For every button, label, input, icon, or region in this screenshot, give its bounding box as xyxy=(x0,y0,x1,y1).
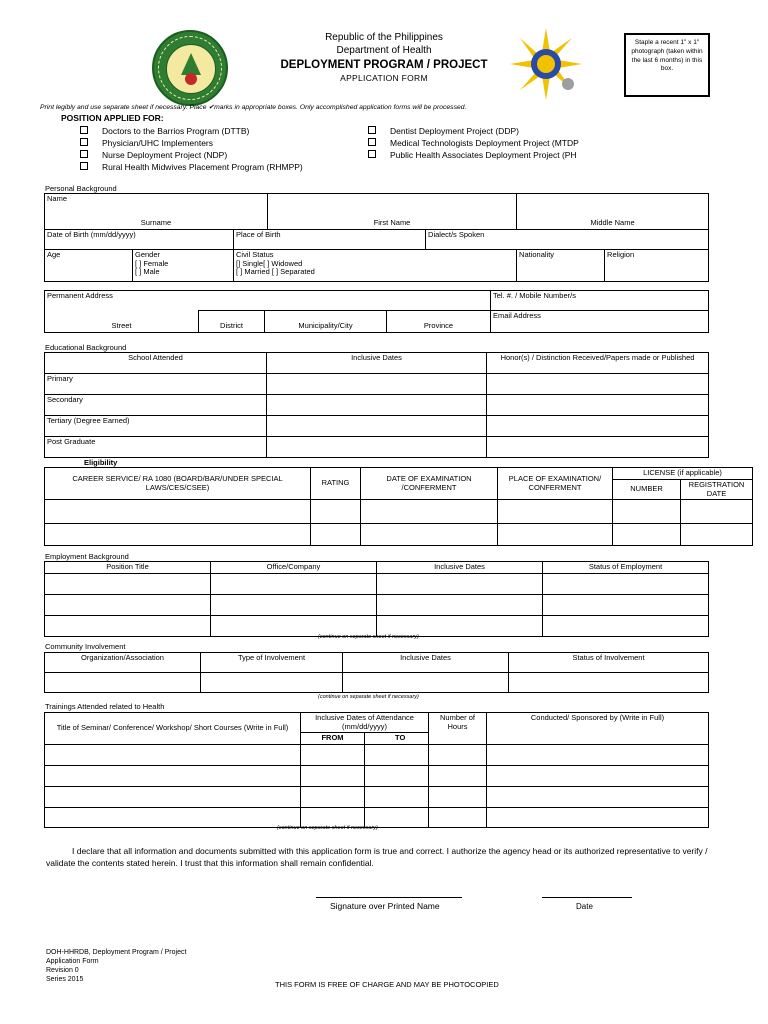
signature-line[interactable] xyxy=(316,897,462,898)
checkbox-icon[interactable] xyxy=(80,138,88,146)
training-cell[interactable] xyxy=(45,807,301,827)
number-header: NUMBER xyxy=(613,480,681,500)
option-rhmpp[interactable]: Rural Health Midwives Placement Program (RHMPP) xyxy=(80,162,303,172)
eligibility-table xyxy=(44,467,753,546)
option-ddp[interactable]: Dentist Deployment Project (DDP) xyxy=(368,126,519,136)
license-header: LICENSE (if applicable) xyxy=(613,468,753,480)
education-cell[interactable] xyxy=(487,374,709,395)
age-field[interactable]: Age xyxy=(45,250,133,282)
education-row[interactable]: Primary xyxy=(45,374,267,395)
form-subtitle: APPLICATION FORM xyxy=(340,73,428,83)
employment-cell[interactable] xyxy=(45,594,211,615)
reg-date-header: REGISTRATION DATE xyxy=(681,480,753,500)
district-field[interactable]: District xyxy=(199,311,265,333)
community-cell[interactable] xyxy=(509,673,709,693)
checkbox-icon[interactable] xyxy=(80,126,88,134)
attendance-dates-header: Inclusive Dates of Attendance (mm/dd/yyyy) xyxy=(301,713,429,733)
community-heading: Community Involvement xyxy=(45,642,126,651)
organization-header: Organization/Association xyxy=(45,653,201,673)
first-name-field[interactable]: First Name xyxy=(268,194,517,230)
option-mtdp[interactable]: Medical Technologists Deployment Project (MTDP xyxy=(368,138,594,148)
checkbox-icon[interactable] xyxy=(80,162,88,170)
eligibility-cell[interactable] xyxy=(311,500,361,524)
employment-cell[interactable] xyxy=(543,573,709,594)
employment-cell[interactable] xyxy=(211,594,377,615)
place-exam-header: PLACE OF EXAMINATION/ CONFERMENT xyxy=(498,468,613,500)
education-heading: Educational Background xyxy=(45,343,127,352)
option-ndp[interactable]: Nurse Deployment Project (NDP) xyxy=(80,150,227,160)
name-field[interactable]: Name Surname xyxy=(45,194,268,230)
inclusive-dates-header: Inclusive Dates xyxy=(377,562,543,574)
personal-heading: Personal Background xyxy=(45,184,117,193)
option-phadp[interactable]: Public Health Associates Deployment Project (PH xyxy=(368,150,594,160)
training-cell[interactable] xyxy=(301,744,365,765)
training-cell[interactable] xyxy=(487,744,709,765)
eligibility-cell[interactable] xyxy=(45,524,311,546)
footer-info: DOH-HHRDB, Deployment Program / Project Application Form Revision 0 Series 2015 xyxy=(46,949,187,984)
sun-logo xyxy=(508,26,584,102)
from-header: FROM xyxy=(301,733,365,745)
training-cell[interactable] xyxy=(429,786,487,807)
education-row[interactable]: Post Graduate xyxy=(45,437,267,458)
position-title-header: Position Title xyxy=(45,562,211,574)
civil-status-field[interactable]: Civil Status [] Single[ ] Widowed [ ] Married [ ] Separated xyxy=(234,250,517,282)
email-field[interactable]: Email Address xyxy=(491,311,709,333)
eligibility-cell[interactable] xyxy=(45,500,311,524)
employment-cell[interactable] xyxy=(377,594,543,615)
type-involvement-header: Type of Involvement xyxy=(201,653,343,673)
employment-cell[interactable] xyxy=(543,615,709,636)
community-cell[interactable] xyxy=(343,673,509,693)
trainings-note: (continue on separate sheet if necessary) xyxy=(277,825,378,831)
checkbox-icon[interactable] xyxy=(368,150,376,158)
to-header: TO xyxy=(365,733,429,745)
date-line[interactable] xyxy=(542,897,632,898)
eligibility-cell[interactable] xyxy=(498,500,613,524)
training-cell[interactable] xyxy=(45,786,301,807)
photo-box[interactable]: Staple a recent 1" x 1" photograph (taken within the last 6 months) in this box. xyxy=(624,33,710,97)
education-row[interactable]: Tertiary (Degree Earned) xyxy=(45,416,267,437)
training-cell[interactable] xyxy=(301,786,365,807)
dialect-field[interactable]: Dialect/s Spoken xyxy=(426,230,709,250)
training-cell[interactable] xyxy=(487,765,709,786)
training-cell[interactable] xyxy=(301,765,365,786)
permanent-address-label: Permanent Address xyxy=(45,291,491,311)
office-header: Office/Company xyxy=(211,562,377,574)
hours-header: Number of Hours xyxy=(429,713,487,745)
training-cell[interactable] xyxy=(45,765,301,786)
header-republic: Republic of the Philippines xyxy=(325,32,443,43)
declaration-text: I declare that all information and documents submitted with this application form is true and correct. I authorize the agency head or its authorized representative to verify / validate the contents stated herein. I trust that this information shall remain confidential. xyxy=(46,846,708,869)
training-cell[interactable] xyxy=(365,765,429,786)
school-header: School Attended xyxy=(45,353,267,374)
education-table xyxy=(44,352,709,458)
employment-note: (continue on separate sheet if necessary) xyxy=(318,634,419,640)
training-cell[interactable] xyxy=(365,744,429,765)
option-physician[interactable]: Physician/UHC Implementers xyxy=(80,138,213,148)
education-cell[interactable] xyxy=(267,374,487,395)
employment-cell[interactable] xyxy=(45,573,211,594)
signature-label: Signature over Printed Name xyxy=(330,901,440,911)
employment-table xyxy=(44,561,709,637)
community-cell[interactable] xyxy=(45,673,201,693)
status-involvement-header: Status of Involvement xyxy=(509,653,709,673)
education-cell[interactable] xyxy=(267,395,487,416)
eligibility-cell[interactable] xyxy=(613,500,681,524)
checkbox-icon[interactable] xyxy=(80,150,88,158)
sponsor-header: Conducted/ Sponsored by (Write in Full) xyxy=(487,713,709,745)
middle-name-field[interactable]: Middle Name xyxy=(517,194,709,230)
tel-field[interactable]: Tel. #. / Mobile Number/s xyxy=(491,291,709,311)
employment-cell[interactable] xyxy=(377,615,543,636)
seminar-title-header: Title of Seminar/ Conference/ Workshop/ Short Courses (Write in Full) xyxy=(45,713,301,745)
street-field[interactable]: Street xyxy=(45,311,199,333)
honors-header: Honor(s) / Distinction Received/Papers made or Published xyxy=(487,353,709,374)
form-title: DEPLOYMENT PROGRAM / PROJECT xyxy=(280,59,488,71)
dob-field[interactable]: Date of Birth (mm/dd/yyyy) xyxy=(45,230,234,250)
training-cell[interactable] xyxy=(429,765,487,786)
eligibility-cell[interactable] xyxy=(681,524,753,546)
training-cell[interactable] xyxy=(45,744,301,765)
date-exam-header: DATE OF EXAMINATION /CONFERMENT xyxy=(361,468,498,500)
dates-header: Inclusive Dates xyxy=(267,353,487,374)
education-cell[interactable] xyxy=(267,416,487,437)
header-department: Department of Health xyxy=(336,45,432,56)
personal-table xyxy=(44,193,709,282)
community-cell[interactable] xyxy=(201,673,343,693)
training-cell[interactable] xyxy=(429,744,487,765)
training-cell[interactable] xyxy=(487,807,709,827)
training-cell[interactable] xyxy=(429,807,487,827)
option-dttb[interactable]: Doctors to the Barrios Program (DTTB) xyxy=(80,126,249,136)
eligibility-cell[interactable] xyxy=(681,500,753,524)
pob-field[interactable]: Place of Birth xyxy=(234,230,426,250)
education-cell[interactable] xyxy=(487,416,709,437)
career-service-header: CAREER SERVICE/ RA 1080 (BOARD/BAR/UNDER SPECIAL LAWS/CES/CSEE) xyxy=(45,468,311,500)
community-table xyxy=(44,652,709,693)
training-cell[interactable] xyxy=(487,786,709,807)
position-heading: POSITION APPLIED FOR: xyxy=(61,113,164,123)
address-table xyxy=(44,290,709,333)
employment-cell[interactable] xyxy=(211,615,377,636)
status-employment-header: Status of Employment xyxy=(543,562,709,574)
rating-header: RATING xyxy=(311,468,361,500)
date-label: Date xyxy=(576,902,593,911)
employment-cell[interactable] xyxy=(211,573,377,594)
training-cell[interactable] xyxy=(365,786,429,807)
trainings-table xyxy=(44,712,709,828)
eligibility-cell[interactable] xyxy=(361,500,498,524)
eligibility-cell[interactable] xyxy=(613,524,681,546)
employment-heading: Employment Background xyxy=(45,552,129,561)
religion-field[interactable]: Religion xyxy=(605,250,709,282)
province-field[interactable]: Province xyxy=(387,311,491,333)
inclusive-dates-header: Inclusive Dates xyxy=(343,653,509,673)
municipality-field[interactable]: Municipality/City xyxy=(265,311,387,333)
employment-cell[interactable] xyxy=(543,594,709,615)
employment-cell[interactable] xyxy=(377,573,543,594)
checkbox-icon[interactable] xyxy=(368,126,376,134)
community-note: (continue on separate sheet if necessary) xyxy=(318,694,419,700)
footer-free-notice: THIS FORM IS FREE OF CHARGE AND MAY BE PHOTOCOPIED xyxy=(275,980,499,989)
eligibility-heading: Eligibility xyxy=(84,458,118,467)
employment-cell[interactable] xyxy=(45,615,211,636)
education-cell[interactable] xyxy=(267,437,487,458)
trainings-heading: Trainings Attended related to Health xyxy=(45,702,165,711)
checkbox-icon[interactable] xyxy=(368,138,376,146)
education-row[interactable]: Secondary xyxy=(45,395,267,416)
instruction-text: Print legibly and use separate sheet if necessary. Place ✔marks in appropriate boxes. Only accomplished application forms will be processed. xyxy=(40,104,467,111)
eligibility-cell[interactable] xyxy=(361,524,498,546)
eligibility-cell[interactable] xyxy=(498,524,613,546)
education-cell[interactable] xyxy=(487,437,709,458)
education-cell[interactable] xyxy=(487,395,709,416)
eligibility-cell[interactable] xyxy=(311,524,361,546)
gender-field[interactable]: Gender [ ] Female [ ] Male xyxy=(133,250,234,282)
nationality-field[interactable]: Nationality xyxy=(517,250,605,282)
